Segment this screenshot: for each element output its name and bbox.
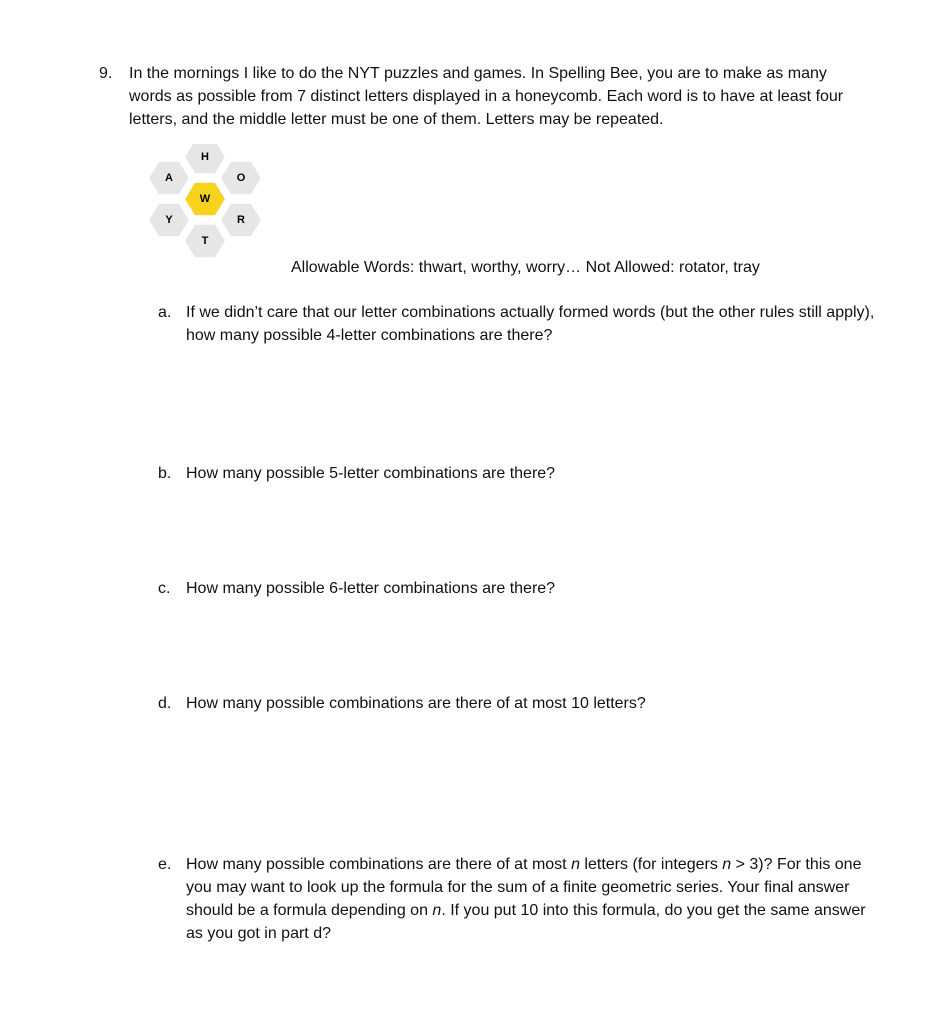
question-intro: In the mornings I like to do the NYT puzzles and games. In Spelling Bee, you are to make as many words as possible from 7 distinct letters displayed in a honeycomb. Each word is to have at least four letters, and the middle letter must be one of them. Letters may be repeated.	[129, 65, 844, 128]
part-c-text: How many possible 6-letter combinations are there?	[186, 580, 556, 597]
hex-letter-center: W	[199, 192, 211, 205]
hex-letter-lower-left: Y	[165, 213, 173, 226]
part-c-label: c.	[158, 580, 171, 597]
part-b-label: b.	[158, 465, 172, 482]
hex-letter-bottom: T	[201, 234, 209, 247]
part-e-text: How many possible combinations are there of at most n letters (for integers n > 3)? For this one you may want to look up the formula for the sum of a finite geometric series. Your final answer should be a formula depending on n. If you put 10 into this formula, do you get the same answer as you got in part d?	[186, 856, 866, 942]
hex-letter-top: H	[201, 150, 209, 163]
part-d-text: How many possible combinations are there of at most 10 letters?	[186, 695, 646, 712]
hex-letter-upper-right: O	[236, 171, 246, 184]
part-d-label: d.	[158, 695, 172, 712]
part-a-label: a.	[158, 304, 172, 321]
hex-letter-upper-left: A	[165, 171, 173, 184]
spelling-bee-honeycomb	[142, 144, 270, 266]
part-b-text: How many possible 5-letter combinations are there?	[186, 465, 556, 482]
allowable-words-line: Allowable Words: thwart, worthy, worry… Not Allowed: rotator, tray	[291, 259, 760, 276]
part-e-label: e.	[158, 856, 172, 873]
part-a-text: If we didn’t care that our letter combinations actually formed words (but the other rules still apply), how many possible 4-letter combinations are there?	[186, 304, 875, 344]
question-number: 9.	[99, 65, 113, 82]
hex-letter-lower-right: R	[237, 213, 245, 226]
